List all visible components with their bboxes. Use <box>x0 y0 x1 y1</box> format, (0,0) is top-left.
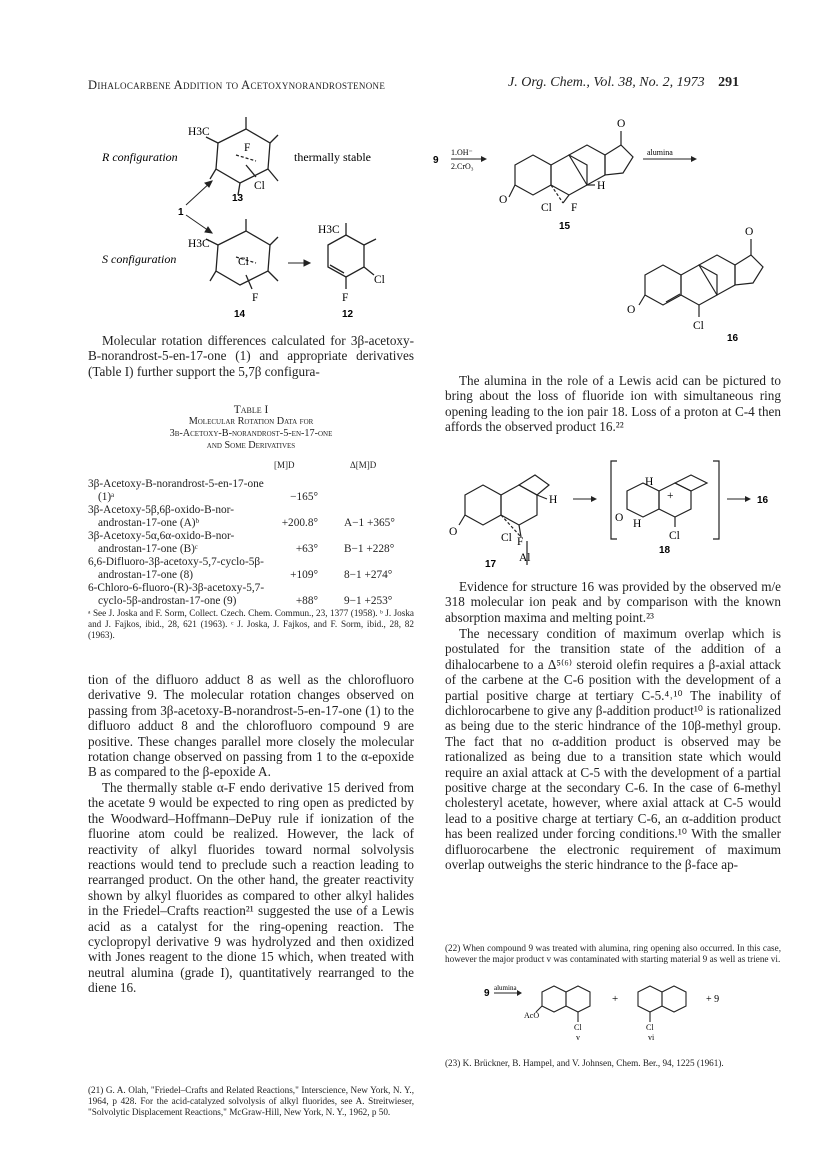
compound-name: 3β-Acetoxy-5α,6α-oxido-B-nor- <box>88 530 235 542</box>
paragraph: The alumina in the role of a Lewis acid can be pictured to bring about the loss of fluoride ion with simultaneous ring opening leading to the ion pair 18. Loss of a proton at C-4 then affords the observed product 16.²² <box>445 373 781 435</box>
journal-name: J. Org. Chem., Vol. 38, No. 2, 1973 <box>508 75 705 90</box>
compound-15-label: 15 <box>559 221 571 232</box>
md-value: −165° <box>290 491 318 503</box>
chlorine-label: Cl <box>501 532 512 544</box>
footnote-21: (21) G. A. Olah, "Friedel–Crafts and Related Reactions," Interscience, New York, N. Y., 1964, p 428. For the acid-catalyzed solvolysis of alkyl fluorides, see A. Streitwieser, "Solvolytic Displacement Reactions," McGraw-Hill, New York, N. Y., 1962, p 50. <box>88 1085 414 1117</box>
ketone-oxygen: O <box>499 194 508 206</box>
compound-name: androstan-17-one (8) <box>98 569 194 581</box>
compound-name: 3β-Acetoxy-5β,6β-oxido-B-nor- <box>88 504 234 516</box>
md-value: +63° <box>295 543 318 555</box>
compound-name: (1)ᵃ <box>98 491 115 503</box>
delta-value: 9−1 +253° <box>344 595 393 607</box>
table-row <box>88 582 414 595</box>
table-row <box>88 556 414 569</box>
compound-17-label: 17 <box>485 559 497 570</box>
journal-citation <box>508 75 739 91</box>
paragraph: Molecular rotation differences calculated for 3β-acetoxy-B-norandrost-5-en-17-one (1) and appropriate derivatives (Table I) further support the 5,7β configura- <box>88 333 414 379</box>
chlorine-label: Cl <box>574 1023 582 1032</box>
chlorine-label: Cl <box>254 180 265 192</box>
compound-9-label: 9 <box>433 155 439 166</box>
table-row <box>88 543 414 556</box>
compound-name: 6,6-Difluoro-3β-acetoxy-5,7-cyclo-5β- <box>88 556 264 568</box>
hydrogen-label: H <box>645 476 654 488</box>
running-header: Dihalocarbene Addition to Acetoxynorandrostenone <box>88 78 386 92</box>
compound-18-label: 18 <box>659 545 671 556</box>
h3c-label: H3C <box>188 238 210 250</box>
compound-name: androstan-17-one (B)ᶜ <box>98 543 198 555</box>
paragraph: Evidence for structure 16 was provided by the observed m/e 318 molecular ion peak and by comparison with the known absorption maxima and melting point.²³ <box>445 579 781 625</box>
product-v-label: v <box>576 1033 580 1042</box>
scheme-ion-pair <box>445 455 785 570</box>
table-caption-line: and Some Derivatives <box>206 440 296 451</box>
footnote-22: (22) When compound 9 was treated with alumina, ring opening also occurred. In this case, however the major product v was contaminated with starting material 9 as well as triene vi. <box>445 943 781 964</box>
s-configuration-label: S configuration <box>102 252 177 266</box>
table-row <box>88 478 414 491</box>
alumina-label: alumina <box>494 984 517 992</box>
product-vi-label: vi <box>648 1033 655 1042</box>
page-number: 291 <box>718 75 740 90</box>
scheme-footnote-products <box>470 978 750 1042</box>
reagent-step-2: 2.CrO₃ <box>451 162 474 171</box>
scheme-alumina-rearrangement <box>433 105 785 345</box>
plus-starting-material: + 9 <box>706 994 720 1005</box>
plus-sign: + <box>612 993 619 1005</box>
ketone-oxygen: O <box>745 226 754 238</box>
ketone-oxygen: O <box>617 118 626 130</box>
chlorine-label: Cl <box>669 530 680 542</box>
fluorine-label: F <box>342 292 349 304</box>
table-number: Table I <box>233 404 269 416</box>
table-row <box>88 530 414 543</box>
paragraph: The necessary condition of maximum overlap which is postulated for the transition state of the addition of a dihalocarbene to a Δ⁵⁽⁶⁾ steroid olefin requires a β-axial attack of the carbene at the C-6 position with the development of a partial positive charge at tertiary C-5.⁴˒¹⁰ The inability of dichlorocarbene to give any β-addition product¹⁰ is rationalized as being due to the steric hindrance of the 10β-methyl group. The fact that no α-addition product is observed may be rationalized as being due to a transition state which would require an axial attack at C-5 with the development of a partial positive charge at the secondary C-6. In the case of 6-methyl cholesteryl acetate, however, where axial attack at C-5 would lead to a positive charge at tertiary C-6, an α-addition product has been realized under forcing conditions.¹⁰ With the smaller difluorocarbene the electronic requirement of maximum overlap outweighs the steric hindrance to the β-face ap- <box>445 626 781 873</box>
table-caption-line: 3β-Acetoxy-B-norandrost-5-en-17-one <box>169 428 333 439</box>
table-row <box>88 569 414 582</box>
chlorine-label: Cl <box>238 256 249 268</box>
fluorine-label: F <box>517 536 524 548</box>
table-row <box>88 491 414 504</box>
h3c-label: H3C <box>318 224 340 236</box>
delta-value: 8−1 +274° <box>344 569 393 581</box>
ketone-oxygen: O <box>615 512 624 524</box>
table-row <box>88 504 414 517</box>
hydrogen-label: H <box>633 518 642 530</box>
chlorine-label: Cl <box>646 1023 654 1032</box>
aluminum-label: Al <box>519 552 531 564</box>
h3c-label: H3C <box>188 126 210 138</box>
md-value: +200.8° <box>281 517 318 529</box>
compound-16-label: 16 <box>727 333 739 344</box>
table-caption-line: Molecular Rotation Data for <box>188 416 314 427</box>
table-row <box>88 595 414 608</box>
compound-14-label: 14 <box>234 309 246 320</box>
footnote-23: (23) K. Brückner, B. Hampel, and V. Johnsen, Chem. Ber., 94, 1225 (1961). <box>445 1058 724 1068</box>
chlorine-label: Cl <box>693 320 704 332</box>
compound-1-label: 1 <box>178 207 184 218</box>
reagent-step-1: 1.OH⁻ <box>451 148 473 157</box>
chlorine-label: Cl <box>541 202 552 214</box>
charge-label: + <box>667 490 674 502</box>
compound-16-label: 16 <box>757 495 769 506</box>
compound-12-label: 12 <box>342 309 354 320</box>
compound-name: androstan-17-one (A)ᵇ <box>98 517 200 529</box>
rotation-table <box>88 459 414 608</box>
r-configuration-label: R configuration <box>102 150 178 164</box>
compound-name: 3β-Acetoxy-B-norandrost-5-en-17-one <box>88 478 264 490</box>
md-value: +109° <box>290 569 318 581</box>
delta-value: B−1 +228° <box>344 543 395 555</box>
thermally-stable-label: thermally stable <box>294 150 371 164</box>
table-row <box>88 517 414 530</box>
compound-name: 6-Chloro-6-fluoro-(R)-3β-acetoxy-5,7- <box>88 582 265 594</box>
compound-name: cyclo-5β-androstan-17-one (9) <box>98 595 237 607</box>
md-value: +88° <box>295 595 318 607</box>
table-footnote: ᵃ See J. Joska and F. Sorm, Collect. Czech. Chem. Commun., 23, 1377 (1958). ᵇ J. Joska and J. Fajkos, ibid., 28, 621 (1963). ᶜ J. Joska, J. Fajkos, and F. Sorm, ibid., 28, 82 (1963). <box>88 608 414 640</box>
table-header-row <box>88 459 414 472</box>
scheme-configurations <box>88 105 418 325</box>
fluorine-label: F <box>252 292 259 304</box>
compound-13-label: 13 <box>232 193 244 204</box>
compound-9-label: 9 <box>484 988 490 999</box>
paragraph: The thermally stable α-F endo derivative 15 derived from the acetate 9 would be expected to ring open as predicted by the Woodward–Hoffmann–DePuy rule if ionization of the fluorine atom could be realized. However, the lack of reactivity of alkyl fluorides toward normal solvolysis reactions would tend to preclude such a reaction leading to rearranged product. On the other hand, the greater reactivity shown by alkyl fluorides as compared to other alkyl halides in the Friedel–Crafts reaction²¹ suggested the use of a Lewis acid as a catalyst for the ring-opening reaction. The cyclopropyl derivative 9 was hydrolyzed and then oxidized with Jones reagent to the dione 15 which, when treated with neutral alumina (grade I), quantitatively rearranged to the diene 16. <box>88 780 414 996</box>
column-header-delta: Δ[M]D <box>350 460 377 470</box>
table-title <box>88 404 414 452</box>
alumina-label: alumina <box>647 148 673 157</box>
ketone-oxygen: O <box>627 304 636 316</box>
hydrogen-label: H <box>597 180 606 192</box>
paragraph: tion of the difluoro adduct 8 as well as the chlorofluoro derivative 9. The molecular rotation changes observed on passing from 3β-acetoxy-B-norandrost-5-en-17-one (1) to the difluoro adduct 8 and the chlorofluoro compound 9 are positive. These changes parallel more closely the molecular rotation change observed on passing from 1 to the α-epoxide B as compared to the β-epoxide A. <box>88 672 414 780</box>
ketone-oxygen: O <box>449 526 458 538</box>
acetoxy-label: AcO <box>524 1011 540 1020</box>
delta-value: A−1 +365° <box>344 517 395 529</box>
fluorine-label: F <box>244 142 251 154</box>
fluorine-label: F <box>571 202 578 214</box>
column-header-md: [M]D <box>274 460 295 470</box>
chlorine-label: Cl <box>374 274 385 286</box>
hydrogen-label: H <box>549 494 558 506</box>
